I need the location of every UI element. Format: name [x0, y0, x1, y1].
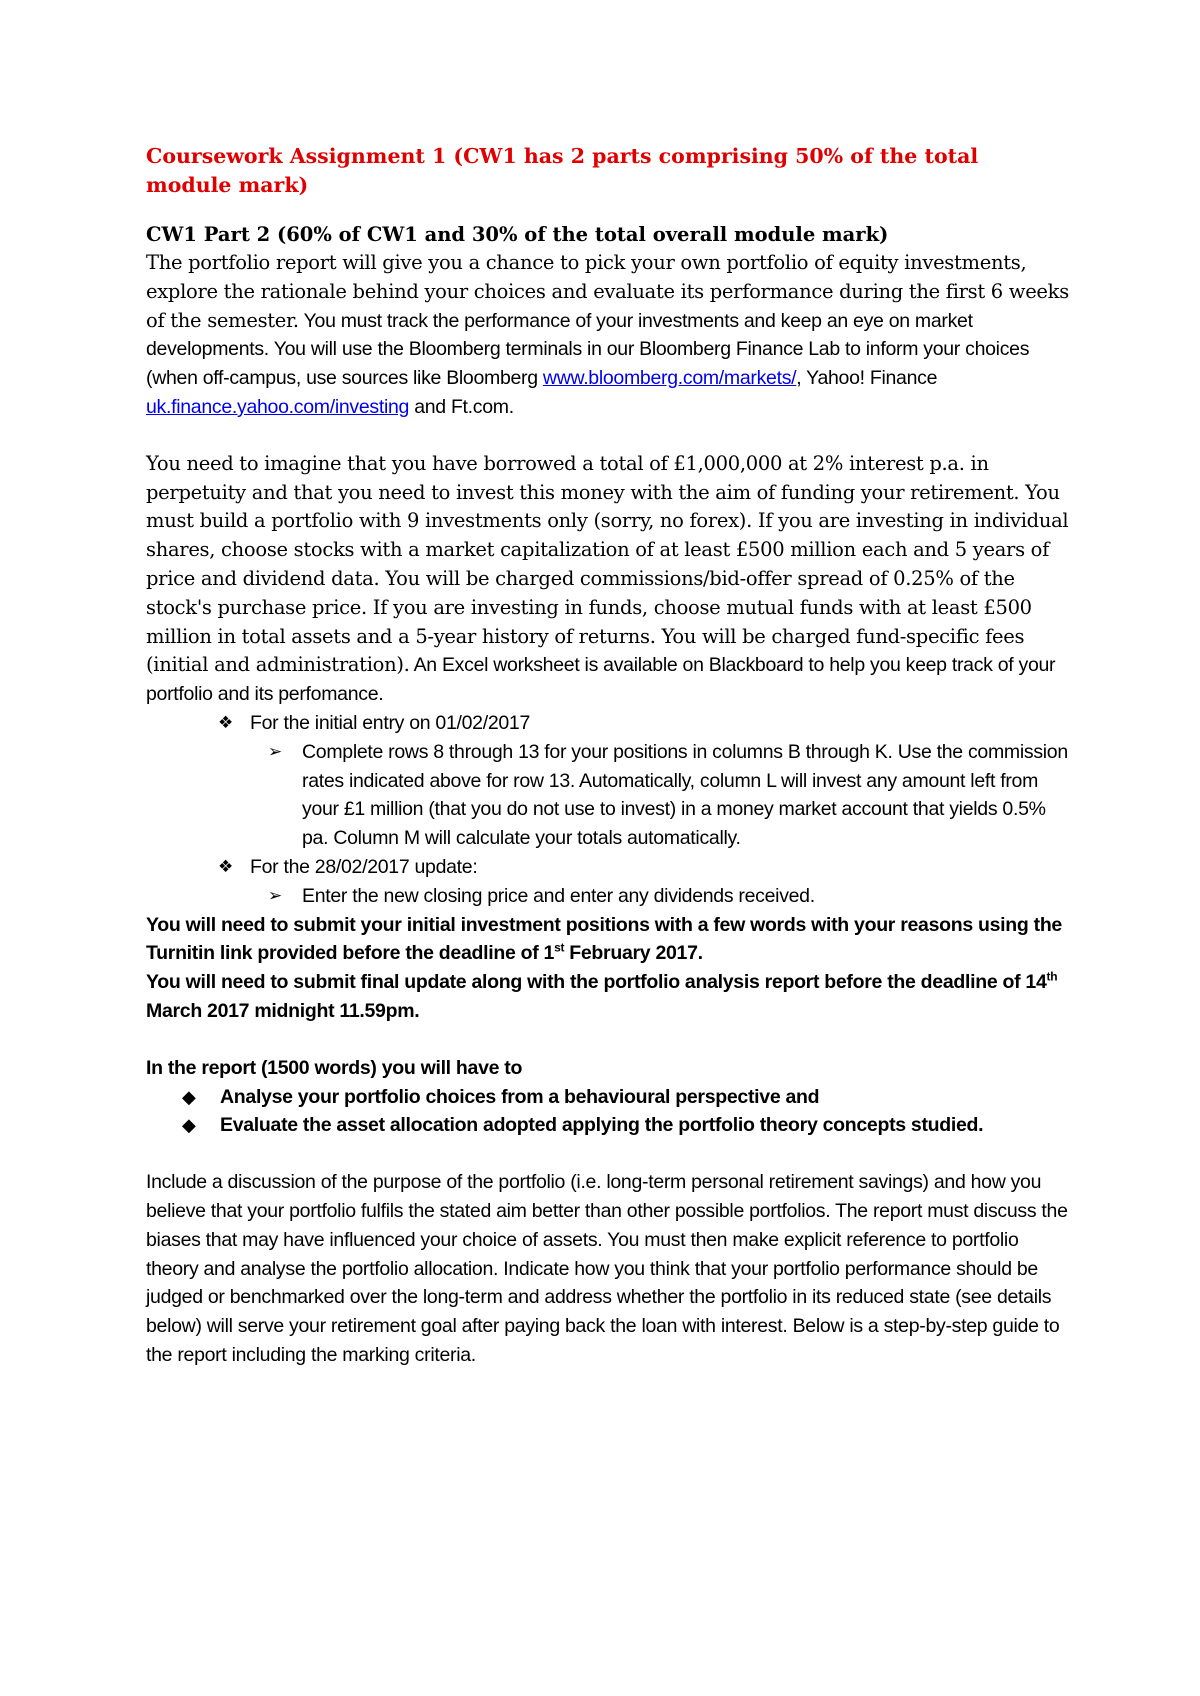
bloomberg-link[interactable]: www.bloomberg.com/markets/ [542, 367, 797, 390]
intro-mid-text: , Yahoo! Finance [796, 367, 938, 390]
sub-step-text: Enter the new closing price and enter any dividends received. [302, 884, 815, 907]
submission-text: You will need to submit your initial investment positions with a few words with your reasons using the Turnitin link provided before the deadline of 1 [146, 913, 1062, 965]
part-heading: CW1 Part 2 (60% of CW1 and 30% of the total overall module mark) [146, 223, 889, 246]
ordinal-suffix: st [554, 940, 565, 955]
submission-instruction-initial [146, 911, 1070, 969]
intro-serif-text: The portfolio report will give you a chance to pick your own portfolio of equity investments, explore the rationale behind your choices and evaluate its performance during the first 6 weeks of the semester. [146, 251, 1069, 332]
sub-step-text: Complete rows 8 through 13 for your positions in columns B through K. Use the commission rates indicated above for row 13. Automatically, column L will invest any amount left from your £1 million (that you do not use to invest) in a money market account that yields 0.5% pa. Column M will calculate your totals automatically. [302, 740, 1068, 850]
step-label: For the initial entry on 01/02/2017 [250, 711, 531, 734]
diamond-star-bullet-icon: ❖ [218, 856, 233, 876]
arrowhead-bullet-icon: ➢ [268, 885, 282, 905]
solid-diamond-bullet-icon: ◆ [182, 1115, 196, 1136]
document-title: Coursework Assignment 1 (CW1 has 2 parts comprising 50% of the total module mark) [146, 144, 979, 197]
instructions-serif-text: You need to imagine that you have borrowed a total of £1,000,000 at 2% interest p.a. in perpetuity and that you need to invest this money with the aim of funding your retirement. You must build a portfolio with 9 investments only (sorry, no forex). If you are investing in individual shares, choose stocks with a market capitalization of at least £500 million each and 5 years of price and dividend data. You will be charged commissions/bid-offer spread of 0.25% of the stock's purchase price. If you are investing in funds, choose mutual funds with at least £500 million in total assets and a 5-year history of returns. You will be charged fund-specific fees (initial and administration). [146, 451, 1069, 677]
arrowhead-bullet-icon: ➢ [268, 741, 282, 761]
instructions-sans-text: An Excel worksheet is available on Blackboard to help you keep track of your portfolio and its perfomance. [146, 654, 1056, 706]
diamond-star-bullet-icon: ❖ [218, 712, 233, 732]
list-item [268, 882, 1070, 911]
requirement-text: Analyse your portfolio choices from a behavioural perspective and [220, 1085, 820, 1108]
spacer [146, 422, 1070, 450]
submission-text: March 2017 midnight 11.59pm. [146, 999, 420, 1022]
intro-paragraph [146, 249, 1070, 422]
sub-steps-list [250, 882, 1070, 911]
list-item [218, 709, 1070, 853]
report-heading: In the report (1500 words) you will have to [146, 1056, 523, 1079]
submission-instruction-final [146, 968, 1070, 1026]
ordinal-suffix: th [1046, 969, 1058, 984]
yahoo-finance-link[interactable]: uk.finance.yahoo.com/investing [146, 395, 410, 418]
step-label: For the 28/02/2017 update: [250, 855, 478, 878]
report-requirements-list [146, 1083, 1070, 1141]
list-item [182, 1111, 1070, 1140]
list-item [218, 853, 1070, 911]
final-paragraph: Include a discussion of the purpose of the portfolio (i.e. long-term personal retirement savings) and how you believe that your portfolio fulfils the stated aim better than other possible portfolios. The report must discuss the biases that may have influenced your choice of assets. You must then make explicit reference to portfolio theory and analyse the portfolio allocation. Indicate how you think that your portfolio performance should be judged or benchmarked over the long-term and address whether the portfolio in its reduced state (see details below) will serve your retirement goal after paying back the loan with interest. Below is a step-by-step guide to the report including the marking criteria. [146, 1171, 1068, 1366]
spacer [146, 1140, 1070, 1168]
solid-diamond-bullet-icon: ◆ [182, 1086, 196, 1107]
submission-text: You will need to submit final update along with the portfolio analysis report before the deadline of 14 [146, 971, 1047, 994]
steps-list [146, 709, 1070, 911]
instructions-paragraph [146, 450, 1070, 709]
list-item [182, 1083, 1070, 1112]
sub-steps-list [250, 738, 1070, 853]
spacer [146, 1026, 1070, 1054]
requirement-text: Evaluate the asset allocation adopted applying the portfolio theory concepts studied. [220, 1114, 984, 1137]
list-item [268, 738, 1070, 853]
intro-sans-text: You must track the performance of your investments and keep an eye on market developments. You will use the Bloomberg terminals in our Bloomberg Finance Lab to inform your choices (when off-campus, use sources like Bloomberg [146, 309, 1030, 390]
submission-text: February 2017. [564, 942, 703, 965]
intro-end-text: and Ft.com. [409, 395, 514, 418]
